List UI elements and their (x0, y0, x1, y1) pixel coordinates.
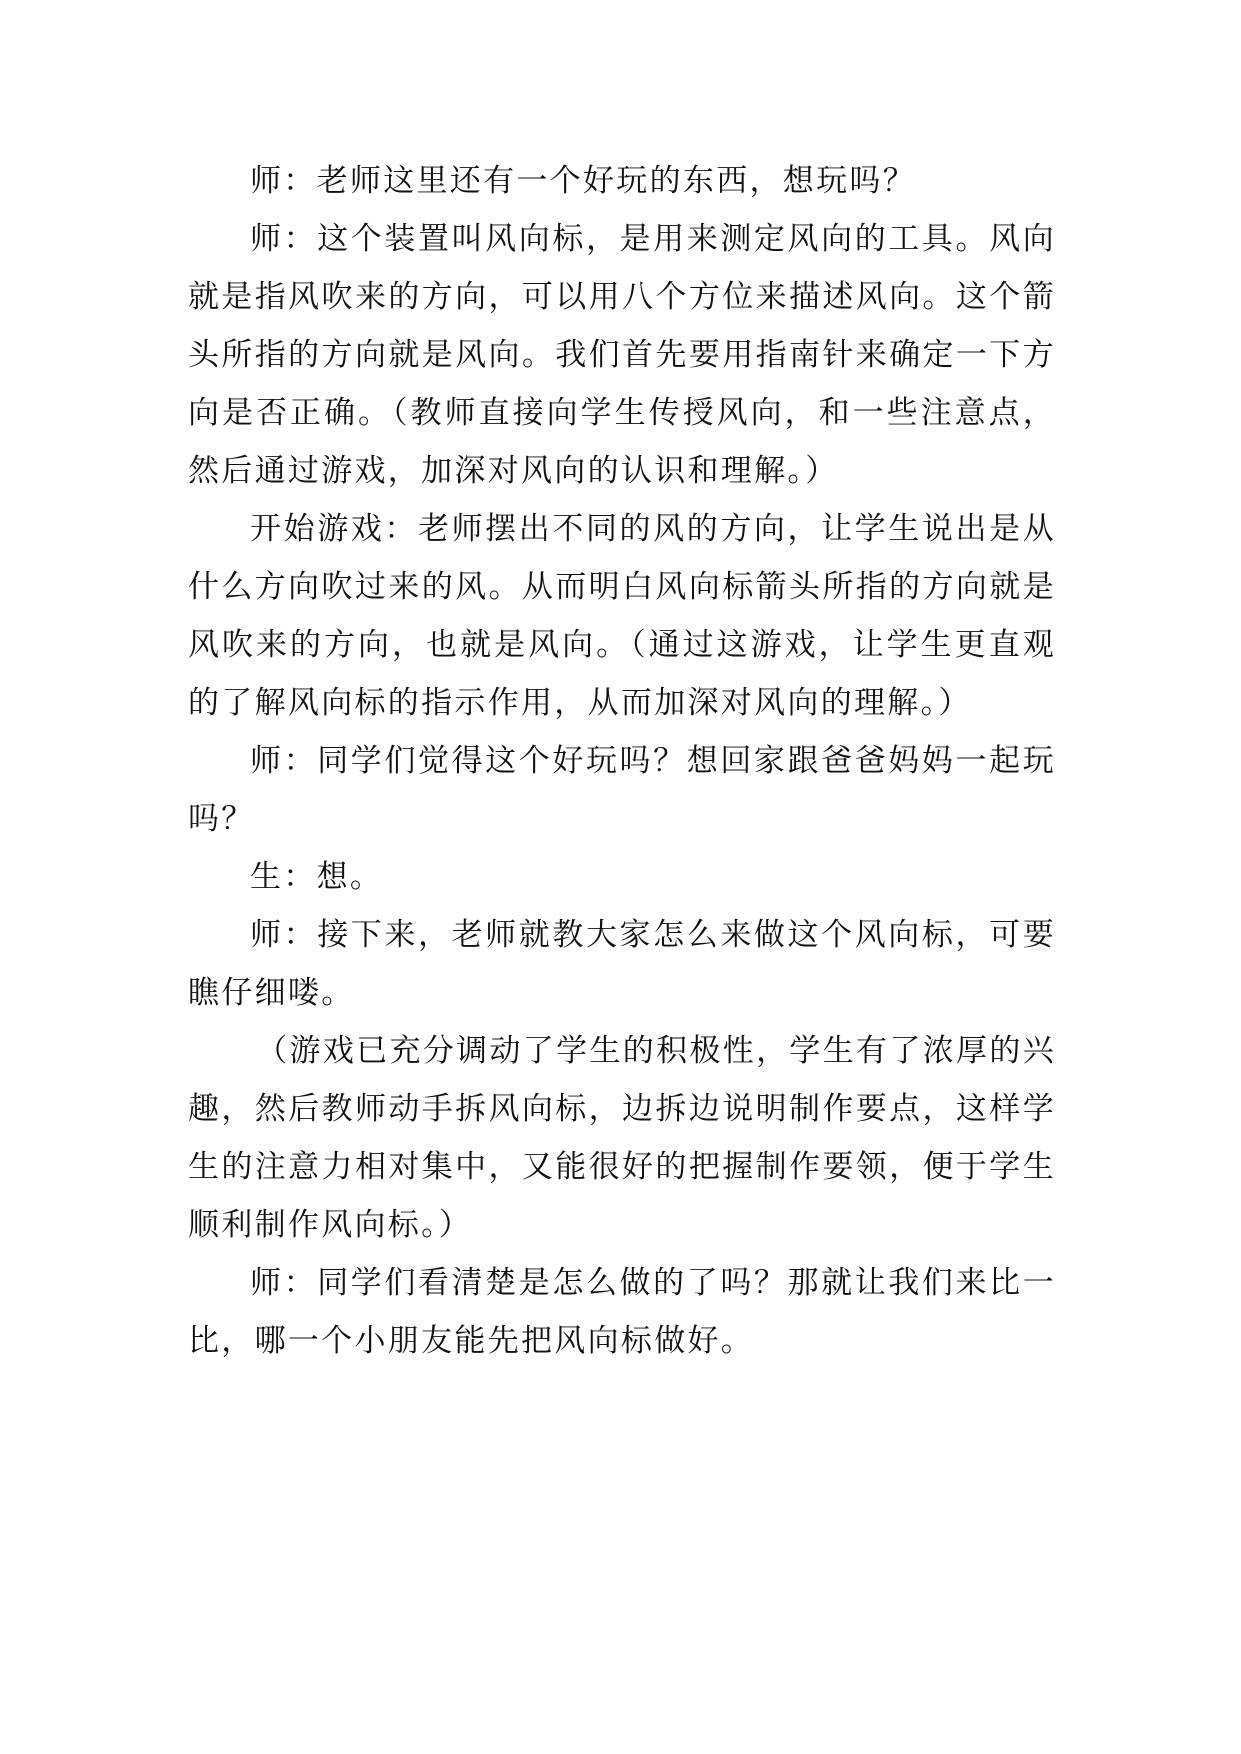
paragraph-teacher-next: 师：接下来，老师就教大家怎么来做这个风向标，可要瞧仔细喽。 (188, 917, 1056, 1011)
paragraph-teacher-question: 师：老师这里还有一个好玩的东西，想玩吗？ (250, 163, 916, 199)
paragraph-teaching-note: （游戏已充分调动了学生的积极性，学生有了浓厚的兴趣，然后教师动手拆风向标，边拆边说明制作要点，这样学生的注意力相对集中，又能很好的把握制作要领，便于学生顺利制作风向标。） (188, 1033, 1056, 1243)
document-body (188, 152, 1056, 1370)
paragraph-teacher-compete: 师：同学们看清楚是怎么做的了吗？那就让我们来比一比，哪一个小朋友能先把风向标做好。 (188, 1265, 1056, 1359)
paragraph-game-start: 开始游戏：老师摆出不同的风的方向，让学生说出是从什么方向吹过来的风。从而明白风向标箭头所指的方向就是风吹来的方向，也就是风向。（通过这游戏，让学生更直观的了解风向标的指示作用，从而加深对风向的理解。） (188, 511, 1056, 721)
paragraph-student-answer: 生：想。 (250, 859, 384, 895)
paragraph-wind-vane-intro: 师：这个装置叫风向标，是用来测定风向的工具。风向就是指风吹来的方向，可以用八个方位来描述风向。这个箭头所指的方向就是风向。我们首先要用指南针来确定一下方向是否正确。（教师直接向学生传授风向，和一些注意点，然后通过游戏，加深对风向的认识和理解。） (188, 221, 1056, 489)
paragraph-teacher-ask-fun: 师：同学们觉得这个好玩吗？想回家跟爸爸妈妈一起玩吗？ (188, 743, 1056, 837)
